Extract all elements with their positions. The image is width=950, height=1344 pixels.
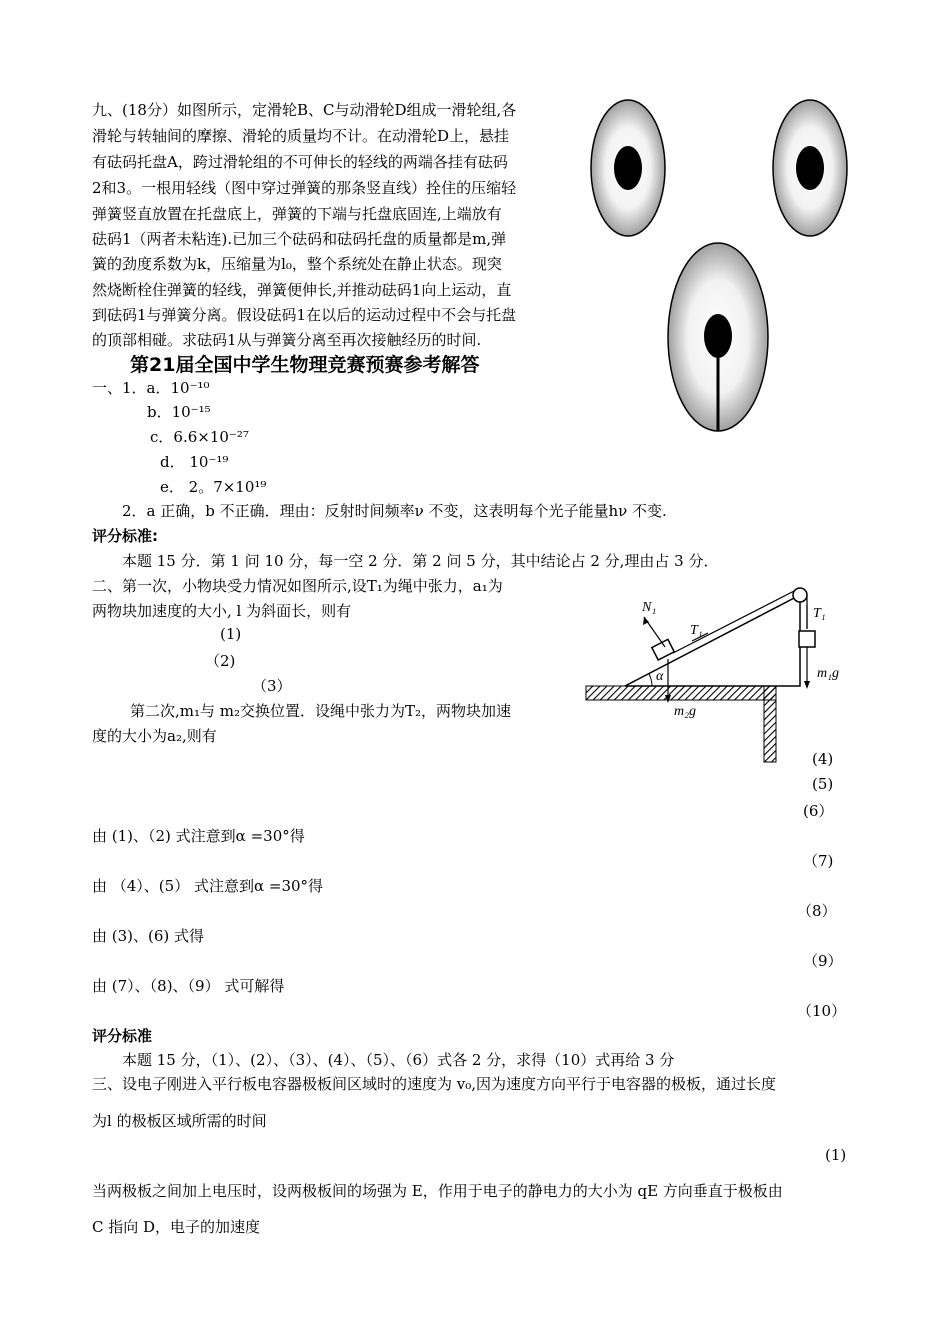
p1-answer-b: b．10⁻¹⁵ bbox=[147, 403, 211, 421]
p2-eq-3: （3） bbox=[252, 677, 292, 695]
p2-line-2: 两物块加速度的大小, l 为斜面长，则有 bbox=[92, 602, 352, 620]
p2-step-2: 由 （4）、(5） 式注意到α =30°得 bbox=[92, 877, 324, 895]
p1-answer-e: e． 2。7×10¹⁹ bbox=[160, 478, 267, 496]
incline-figure bbox=[580, 585, 850, 770]
table-edge bbox=[764, 686, 776, 762]
label-n1: N₁ bbox=[642, 600, 657, 615]
p1-answer-a: 一、1．a．10⁻¹⁰ bbox=[92, 379, 210, 397]
p2-step-1: 由 (1)、（2) 式注意到α =30°得 bbox=[92, 827, 305, 845]
block-m1 bbox=[799, 631, 815, 647]
pulley bbox=[793, 588, 807, 602]
p1-answer-d: d． 10⁻¹⁹ bbox=[160, 453, 229, 471]
angle-arc bbox=[649, 674, 652, 686]
pulley-d-axle bbox=[704, 314, 732, 358]
p1-question-2: 2．a 正确，b 不正确．理由：反射时间频率ν 不变，这表明每个光子能量hν 不变. bbox=[122, 502, 667, 520]
q9-line-10: 的顶部相碰。求砝码1从与弹簧分离至再次接触经历的时间. bbox=[92, 331, 482, 349]
p3-eq-1: (1) bbox=[825, 1146, 847, 1164]
p3-line-1: 三、设电子刚进入平行板电容器极板间区域时的速度为 v₀,因为速度方向平行于电容器的极板，通过长度 bbox=[92, 1075, 777, 1093]
q9-line-4: 2和3。一根用轻线（图中穿过弹簧的那条竖直线）拴住的压缩轻 bbox=[92, 179, 517, 197]
p2-eq-5: (5) bbox=[812, 775, 834, 793]
q9-line-2: 滑轮与转轴间的摩擦、滑轮的质量均不计。在动滑轮D上，悬挂 bbox=[92, 127, 510, 145]
p1-grading-text: 本题 15 分．第 1 问 10 分，每一空 2 分．第 2 问 5 分，其中结论占 2 分,理由占 3 分． bbox=[122, 552, 719, 570]
p1-grading-label: 评分标准: bbox=[92, 527, 158, 545]
p2-line-3: 第二次,m₁与 m₂交换位置．设绳中张力为T₂，两物块加速 bbox=[130, 702, 512, 720]
p2-eq-6: (6） bbox=[803, 802, 834, 820]
p2-step-3: 由 (3)、(6) 式得 bbox=[92, 927, 205, 945]
p2-eq-7: （7) bbox=[803, 852, 834, 870]
label-t1-right: T₁ bbox=[813, 606, 826, 621]
rope-incline bbox=[673, 589, 798, 653]
p2-grading-label: 评分标准 bbox=[92, 1027, 153, 1045]
p3-line-2: 为l 的极板区域所需的时间 bbox=[92, 1112, 267, 1130]
p2-line-4: 度的大小为a₂,则有 bbox=[92, 727, 217, 745]
q9-line-3: 有砝码托盘A，跨过滑轮组的不可伸长的轻线的两端各挂有砝码 bbox=[92, 153, 508, 171]
p2-eq-9: （9） bbox=[803, 952, 843, 970]
p3-line-3: 当两极板之间加上电压时，设两极板间的场强为 E，作用于电子的静电力的大小为 qE 方向垂直于极板由 bbox=[92, 1182, 783, 1200]
label-t1-rope: T₁ bbox=[690, 623, 703, 638]
q9-line-5: 弹簧竖直放置在托盘底上，弹簧的下端与托盘底固连,上端放有 bbox=[92, 205, 502, 223]
label-m2g: m₂g bbox=[674, 704, 696, 719]
pulley-b-axle bbox=[614, 146, 642, 190]
p2-eq-2: （2) bbox=[205, 652, 236, 670]
p2-step-4: 由 (7）、（8)、（9） 式可解得 bbox=[92, 977, 285, 995]
q9-line-7: 簧的劲度系数为k，压缩量为l₀，整个系统处在静止状态。现突 bbox=[92, 255, 502, 273]
label-alpha: α bbox=[656, 669, 664, 684]
force-m1g-arrowhead bbox=[804, 681, 810, 689]
q9-line-9: 到砝码1与弹簧分离。假设砝码1在以后的运动过程中不会与托盘 bbox=[92, 306, 517, 324]
q9-line-6: 砝码1（两者未粘连).已加三个砝码和砝码托盘的质量都是m,弹 bbox=[92, 230, 507, 248]
p2-eq-10: （10） bbox=[797, 1002, 847, 1020]
p2-eq-8: （8） bbox=[797, 902, 837, 920]
p2-line-1: 二、第一次，小物块受力情况如图所示,设T₁为绳中张力，a₁为 bbox=[92, 577, 503, 595]
block-m2 bbox=[652, 639, 674, 660]
p3-line-4: C 指向 D，电子的加速度 bbox=[92, 1218, 261, 1236]
p2-eq-1: (1) bbox=[220, 625, 242, 643]
p1-answer-c: c．6.6×10⁻²⁷ bbox=[150, 428, 249, 446]
ground-surface bbox=[586, 686, 776, 700]
p2-eq-4: (4) bbox=[812, 750, 834, 768]
p2-grading-text: 本题 15 分，（1）、(2）、（3）、(4）、（5）、（6）式各 2 分，求得（10）式再给 3 分 bbox=[122, 1051, 675, 1069]
pulley-c-axle bbox=[796, 146, 824, 190]
answer-title: 第21届全国中学生物理竞赛预赛参考解答 bbox=[130, 354, 480, 376]
q9-line-1: 九、(18分）如图所示，定滑轮B、C与动滑轮D组成一滑轮组,各 bbox=[92, 101, 517, 119]
pulley-figure bbox=[580, 95, 880, 440]
q9-line-8: 然烧断栓住弹簧的轻线，弹簧便伸长,并推动砝码1向上运动，直 bbox=[92, 281, 512, 299]
label-m1g: m₁g bbox=[817, 666, 839, 681]
